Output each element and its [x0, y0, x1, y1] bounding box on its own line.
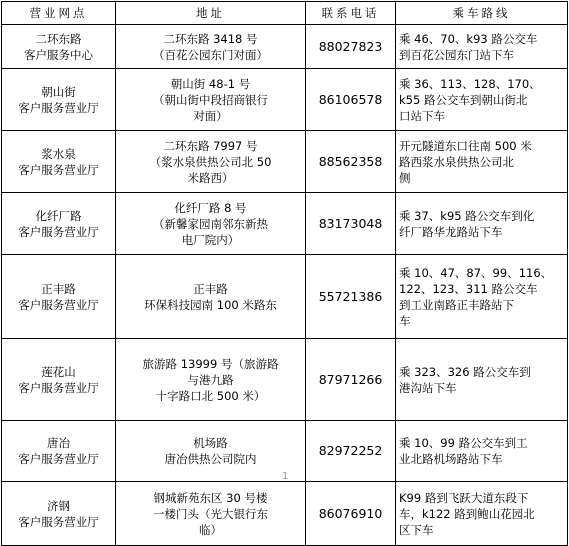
- phone-cell: 86076910: [306, 482, 396, 546]
- address-line: （浆水泉供热公司北 50: [149, 154, 272, 169]
- header-route: 乘车路线: [396, 2, 568, 25]
- address-line: 十字路口北 500 米）: [155, 388, 266, 403]
- phone-cell: 83173048: [306, 193, 396, 255]
- route-line: 乘 46、70、k93 路公交车: [399, 31, 538, 46]
- address-line: 米路西）: [187, 170, 234, 185]
- outlet-line: 莲花山: [41, 364, 76, 379]
- route-line: 乘 323、326 路公交车到: [399, 364, 531, 379]
- header-phone: 联系电话: [306, 2, 396, 25]
- route-cell: [396, 255, 568, 339]
- address-line: （朝山街中段招商银行: [153, 92, 268, 107]
- address-line: 机场路: [193, 436, 228, 450]
- address-line: 旅游路 13999 号（旅游路: [142, 356, 279, 371]
- address-cell: [116, 69, 306, 131]
- address-line: （新馨家园南邻东新热: [153, 216, 268, 231]
- outlet-cell: [2, 25, 116, 69]
- outlet-cell: [2, 482, 116, 546]
- outlet-line: 客户服务营业厅: [18, 100, 99, 115]
- outlet-line: 客户服务营业厅: [18, 452, 99, 466]
- address-line: 临）: [199, 522, 222, 537]
- service-outlets-table: [1, 1, 568, 546]
- route-line: 车，k122 路到鲍山花园北: [399, 506, 535, 521]
- table-row: [2, 339, 568, 421]
- route-line: 口站下车: [399, 108, 445, 123]
- outlet-line: 客户服务营业厅: [18, 297, 99, 312]
- outlet-cell: [2, 255, 116, 339]
- outlet-line: 化纤厂路: [35, 208, 82, 223]
- route-cell: [396, 131, 568, 193]
- phone-cell: 87971266: [306, 339, 396, 421]
- route-cell: [396, 193, 568, 255]
- outlet-line: 客户服务中心: [24, 47, 93, 62]
- address-line: （百花公园东门对面）: [153, 47, 268, 62]
- stray-mark: 1: [282, 471, 289, 482]
- table-row: [2, 69, 568, 131]
- address-line: 钢城新苑东区 30 号楼: [153, 490, 268, 505]
- route-line: 开元隧道东口往南 500 米: [399, 138, 532, 153]
- outlet-line: 客户服务营业厅: [18, 514, 99, 529]
- address-line: 正丰路: [193, 281, 228, 296]
- outlet-line: 唐冶: [47, 436, 70, 450]
- phone-cell: 55721386: [306, 255, 396, 339]
- route-cell: [396, 25, 568, 69]
- route-cell: [396, 339, 568, 421]
- route-line: 乘 37、k95 路公交车到化: [399, 208, 535, 223]
- route-line: 纤厂路华龙路站下车: [399, 224, 503, 239]
- outlet-cell: [2, 339, 116, 421]
- table-row: [2, 131, 568, 193]
- table-row: [2, 482, 568, 546]
- phone-cell: 86106578: [306, 69, 396, 131]
- route-line: 到工业南路正丰路站下: [399, 297, 514, 312]
- outlet-line: 朝山街: [41, 84, 76, 99]
- header-row: [2, 2, 568, 25]
- route-line: 侧: [399, 170, 411, 185]
- address-line: 唐冶供热公司院内: [164, 452, 257, 466]
- outlet-cell: [2, 421, 116, 482]
- route-line: 乘 10、99 路公交车到工: [399, 436, 528, 450]
- route-line: 区下车: [399, 522, 434, 537]
- address-cell: [116, 339, 306, 421]
- address-cell: [116, 255, 306, 339]
- table-row: [2, 255, 568, 339]
- header-outlet: 营业网点: [2, 2, 116, 25]
- address-line: 电厂院内）: [181, 232, 240, 247]
- address-line: 二环东路 3418 号: [163, 31, 258, 46]
- outlet-line: 客户服务营业厅: [18, 162, 99, 177]
- address-line: 对面）: [193, 108, 228, 123]
- outlet-line: 客户服务营业厅: [18, 224, 99, 239]
- address-line: 化纤厂路 8 号: [174, 200, 247, 215]
- phone-cell: 88027823: [306, 25, 396, 69]
- route-line: 路西浆水泉供热公司北: [399, 154, 514, 169]
- outlet-line: 济钢: [47, 498, 70, 513]
- outlet-cell: [2, 131, 116, 193]
- table-body: [2, 25, 568, 546]
- route-cell: [396, 421, 568, 482]
- address-line: 与港九路: [187, 372, 234, 387]
- outlet-cell: [2, 69, 116, 131]
- address-cell: [116, 25, 306, 69]
- phone-cell: 82972252: [306, 421, 396, 482]
- route-cell: [396, 69, 568, 131]
- address-line: 一楼门头（光大银行东: [153, 506, 268, 521]
- address-cell: [116, 421, 306, 482]
- address-line: 朝山街 48-1 号: [170, 76, 251, 91]
- address-cell: [116, 482, 306, 546]
- route-line: 港沟站下车: [399, 380, 457, 395]
- outlet-line: 正丰路: [41, 281, 76, 296]
- phone-cell: 88562358: [306, 131, 396, 193]
- route-line: 乘 10、47、87、99、116、: [399, 265, 553, 280]
- address-cell: [116, 193, 306, 255]
- route-line: 122、123、311 路公交车: [399, 281, 538, 296]
- table-row: [2, 193, 568, 255]
- header-address: 地址: [116, 2, 306, 25]
- route-line: 到百花公园东门站下车: [399, 47, 514, 62]
- route-line: 业北路机场路站下车: [399, 452, 503, 466]
- address-cell: [116, 131, 306, 193]
- address-line: 二环东路 7997 号: [163, 138, 258, 153]
- address-line: 环保科技园南 100 米路东: [144, 297, 277, 312]
- outlet-line: 浆水泉: [41, 146, 76, 161]
- route-cell: [396, 482, 568, 546]
- route-line: K99 路到飞跃大道东段下: [399, 490, 529, 505]
- table-header: [2, 2, 568, 25]
- table-row: [2, 25, 568, 69]
- outlet-line: 客户服务营业厅: [18, 380, 99, 395]
- route-line: 车: [399, 313, 411, 328]
- outlet-line: 二环东路: [35, 31, 82, 46]
- outlet-cell: [2, 193, 116, 255]
- route-line: 乘 36、113、128、170、: [399, 76, 541, 91]
- route-line: k55 路公交车到朝山街北: [399, 92, 528, 107]
